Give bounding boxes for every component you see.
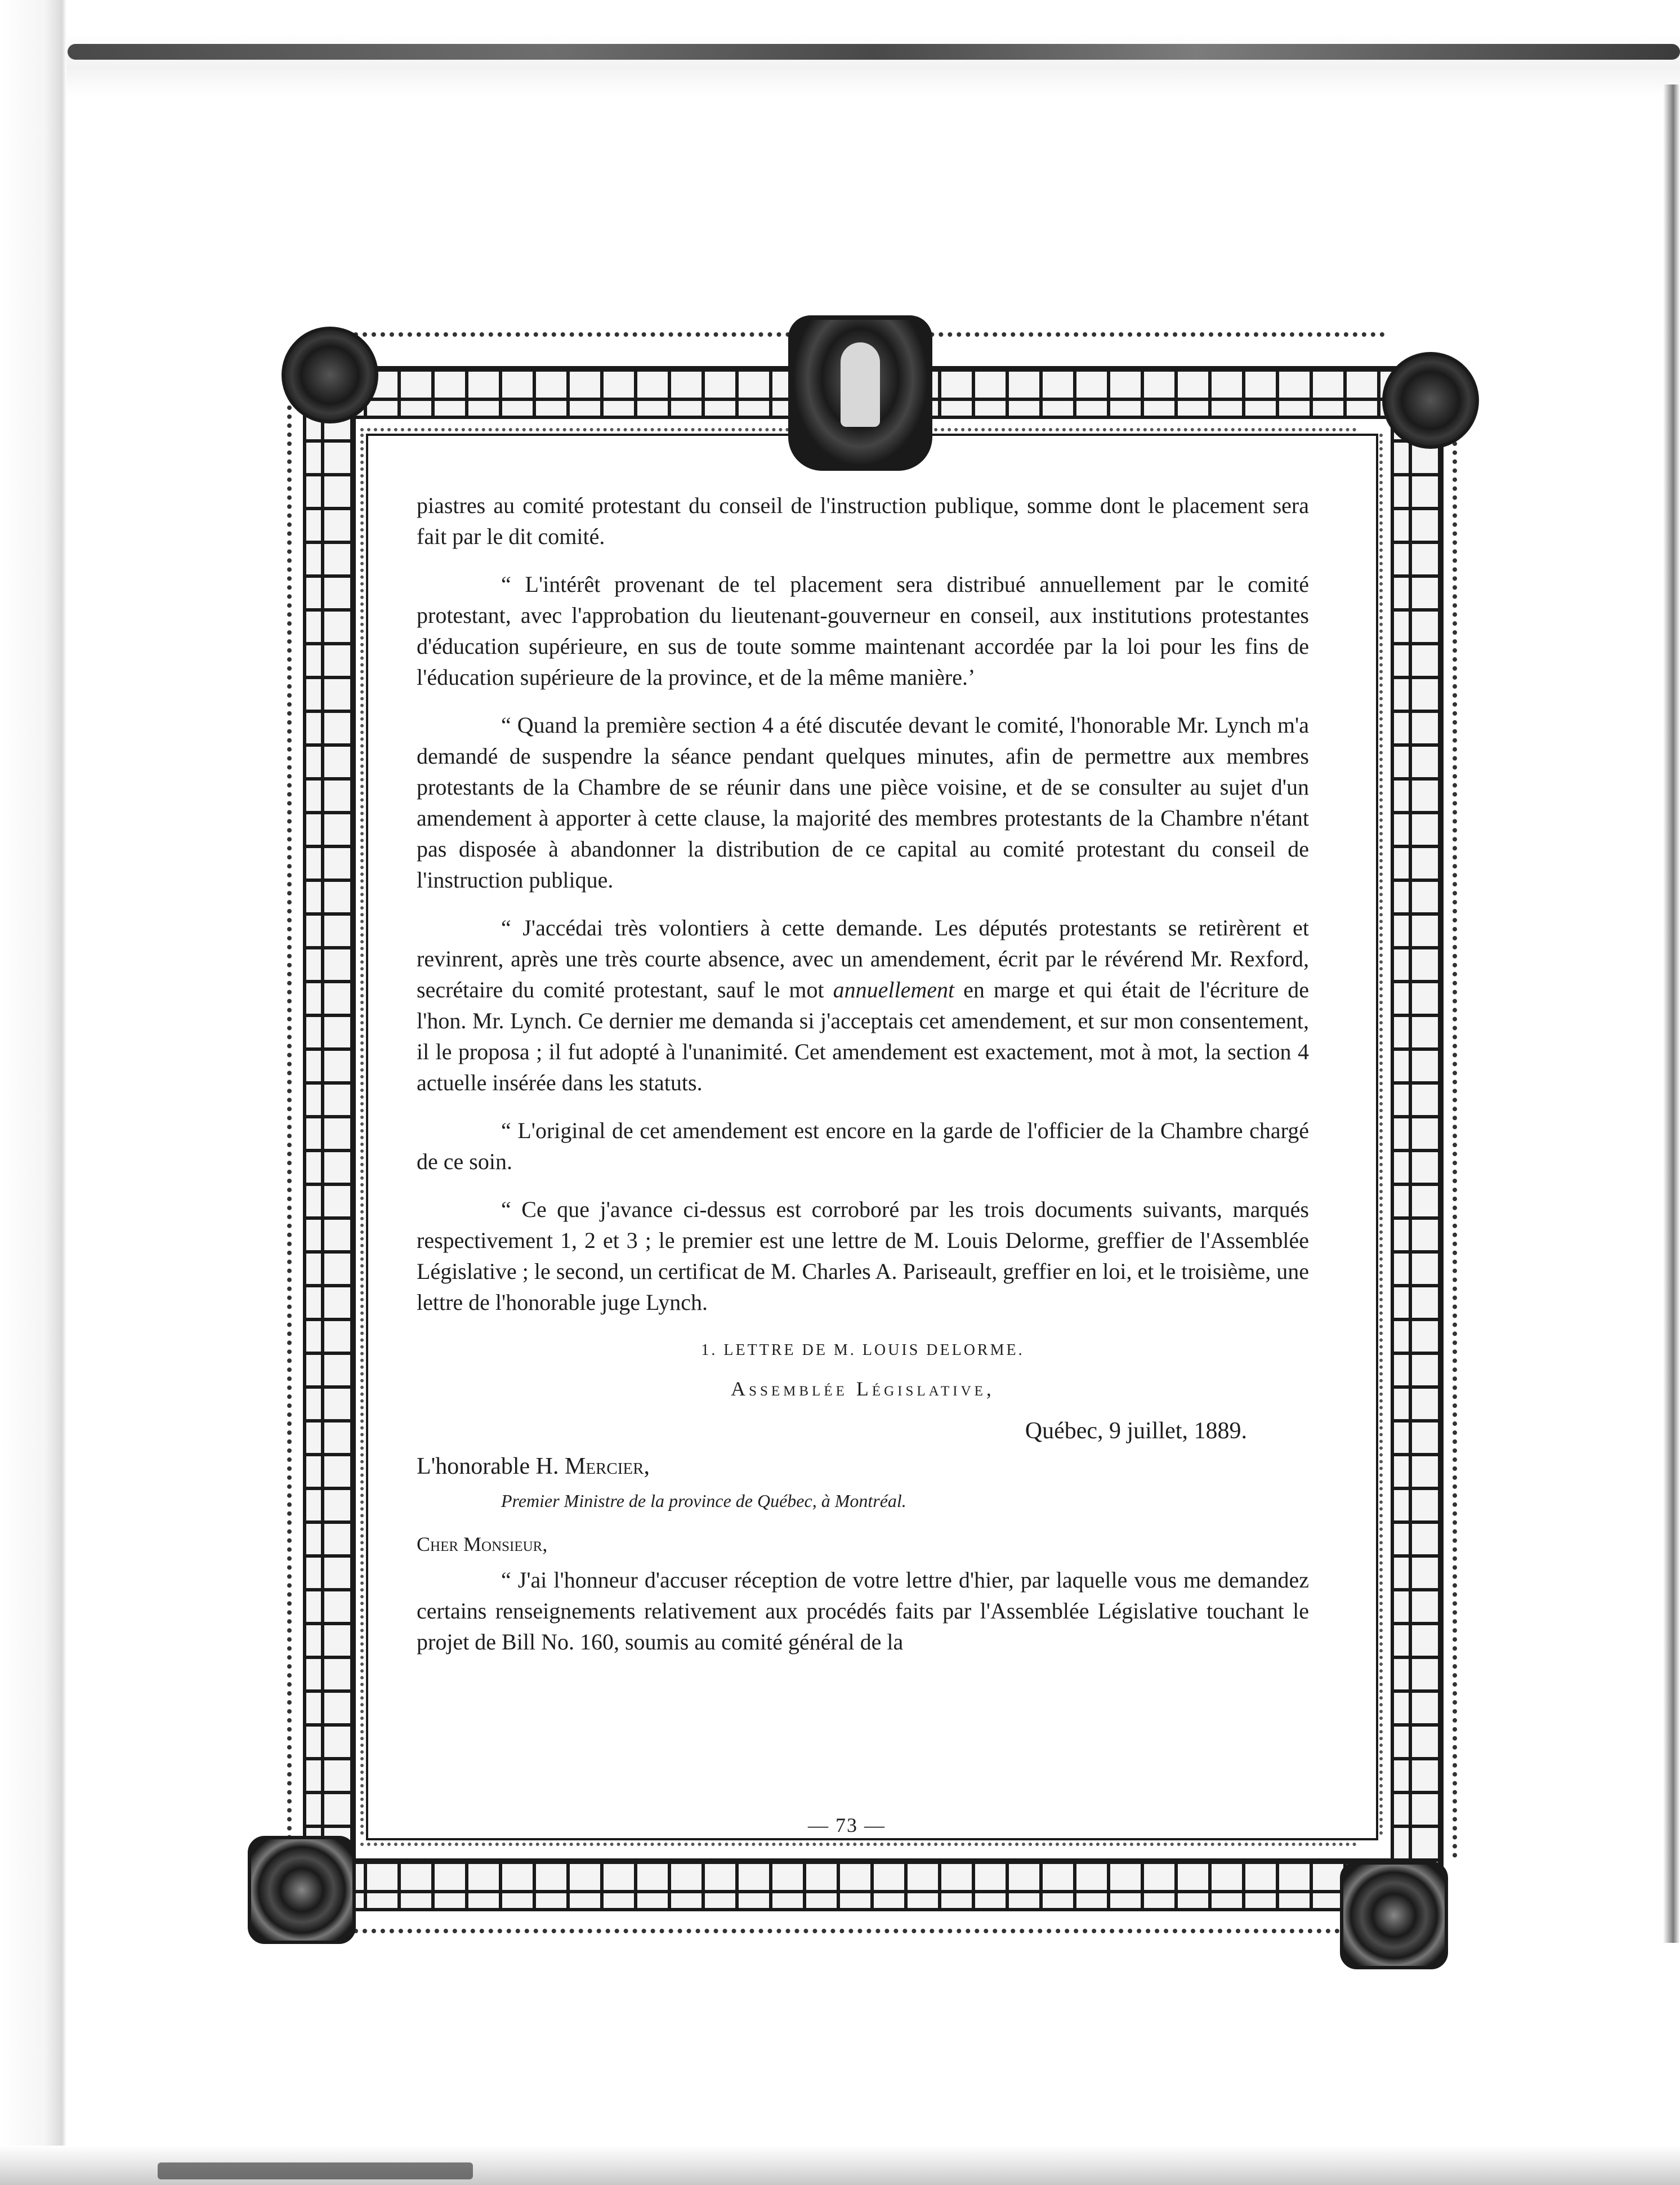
letter-dateline: Québec, 9 juillet, 1889. bbox=[1025, 1418, 1247, 1444]
frame-dotted-rule-right-inner bbox=[1379, 434, 1383, 1836]
letter-addressee bbox=[417, 1451, 1309, 1482]
scan-binding-shadow bbox=[68, 44, 1680, 60]
greek-key-border-right bbox=[1391, 400, 1444, 1882]
greek-key-border-left bbox=[303, 400, 356, 1882]
corner-medallion-top-right bbox=[1382, 352, 1479, 449]
greek-key-border-bottom bbox=[310, 1858, 1403, 1911]
frame-dotted-rule-left-inner bbox=[360, 434, 364, 1836]
letter-institution: Assemblée Législative, bbox=[731, 1377, 995, 1400]
paragraph-3: “ Quand la première section 4 a été discutée devant le comité, l'honorable Mr. Lynch m'a demandé de suspendre la séance pendant quelques minutes, afin de permettre aux membres protestants de la Chambre de se réunir dans une pièce voisine, et de se consulter au sujet d'un amendement à apporter à cette clause, la majorité des membres protestants de la Chambre n'étant pas disposée à abandonner la distribution de ce capital au comité protestant du conseil de l'instruction publique. bbox=[417, 712, 1309, 893]
letter-salutation: Cher Monsieur, bbox=[417, 1533, 548, 1555]
paragraph-4-part-1: “ J'accédai très volontiers à cette demande. Les députés protestants se retirèrent et revinrent, après une très courte absence, avec un amendement, écrit par le révérend Mr. Rexford, secrétaire du comité protestant, sauf le mot bbox=[417, 915, 1309, 1002]
paragraph-6: “ Ce que j'avance ci-dessus est corroboré par les trois documents suivants, marqués respectivement 1, 2 et 3 ; le premier est une lettre de M. Louis Delorme, greffier de l'Assemblée Législative ; le second, un certificat de M. Charles A. Pariseault, greffier en loi, et le troisième, une lettre de l'honorable juge Lynch. bbox=[417, 1197, 1309, 1315]
frame-dotted-rule-bottom-inner bbox=[360, 1843, 1357, 1846]
corner-ornament-bottom-right bbox=[1340, 1861, 1448, 1969]
scan-left-edge bbox=[0, 0, 66, 2185]
paragraph-4-part-2: en marge et qui était de l'écriture de l'hon. Mr. Lynch. Ce dernier me demanda si j'acceptais cet amendement, et sur mon consentement, il le proposa ; il fut adopté à l'unanimité. Cet amendement est exactement, mot à mot, la section 4 actuelle insérée dans les statuts. bbox=[417, 977, 1309, 1095]
center-plaque-madonna-ornament bbox=[788, 315, 932, 471]
corner-medallion-top-left bbox=[282, 327, 378, 423]
paragraph-5: “ L'original de cet amendement est encore en la garde de l'officier de la Chambre chargé de ce soin. bbox=[417, 1118, 1309, 1174]
addressee-title: Premier Ministre de la province de Québec, à Montréal. bbox=[501, 1491, 906, 1511]
scan-bottom-ink-mark bbox=[158, 2162, 473, 2179]
page-number: — 73 — bbox=[808, 1814, 886, 1836]
page-body bbox=[417, 490, 1309, 1674]
frame-dotted-rule-bottom bbox=[327, 1929, 1385, 1933]
paragraph-4 bbox=[417, 912, 1309, 1098]
letter-heading: 1. LETTRE DE M. LOUIS DELORME. bbox=[701, 1341, 1025, 1359]
plaque-figure bbox=[841, 342, 880, 427]
frame-dotted-rule-left bbox=[287, 405, 292, 1858]
letter-body: “ J'ai l'honneur d'accuser réception de votre lettre d'hier, par laquelle vous me demandez certains renseignements relativement aux procédés faits par l'Assemblée Législative touchant le projet de Bill No. 160, soumis au comité général de la bbox=[417, 1567, 1309, 1655]
paragraph-4-italic-word: annuellement bbox=[833, 977, 955, 1002]
paragraph-2: “ L'intérêt provenant de tel placement sera distribué annuellement par le comité protestant, avec l'approbation du lieutenant-gouverneur en conseil, aux institutions protestantes d'éducation supérieure, en sus de toute somme maintenant accordée par la loi pour les fins de l'éducation supérieure de la province, et de la même manière.’ bbox=[417, 572, 1309, 690]
addressee-name: Mercier, bbox=[565, 1453, 650, 1479]
addressee-prefix: L'honorable H. bbox=[417, 1453, 565, 1479]
scan-right-edge bbox=[1663, 84, 1680, 1943]
paragraph-1: piastres au comité protestant du conseil de l'instruction publique, somme dont le placement sera fait par le dit comité. bbox=[417, 493, 1309, 549]
frame-dotted-rule-right bbox=[1453, 405, 1457, 1858]
corner-ornament-bottom-left bbox=[248, 1836, 356, 1944]
